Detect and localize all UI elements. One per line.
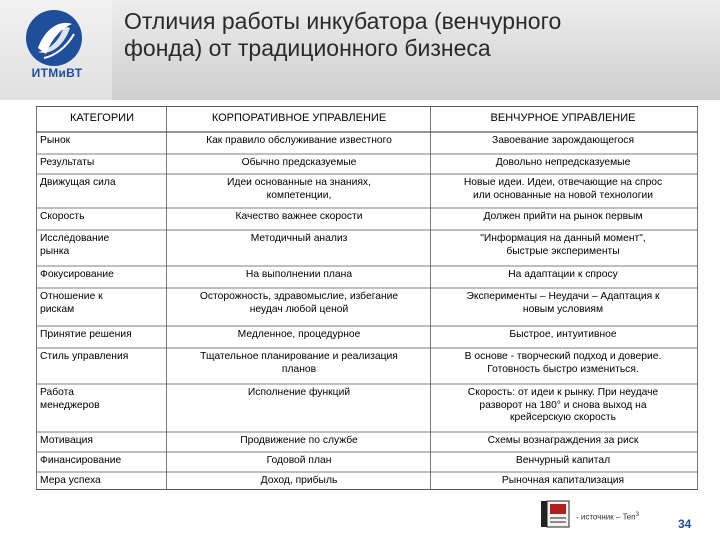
cell-line: Исполнение функций (247, 387, 351, 398)
cell-line: Работа (40, 387, 74, 398)
cell-line: Быстрое, интуитивное (509, 329, 617, 340)
table-cell-category (40, 455, 164, 468)
cell-line: быстрые эксперименты (506, 245, 620, 257)
table-cell-category (40, 387, 164, 412)
cell-line: Принятие решения (40, 329, 132, 340)
table-cell-corporate (168, 177, 430, 202)
cell-line: Мотивация (40, 435, 93, 446)
source-note (576, 512, 639, 522)
table-cell-venture (432, 351, 694, 376)
table-cell-venture (432, 329, 694, 342)
cell-line: На выполнении плана (245, 269, 353, 280)
source-text: - источник – Ten (576, 512, 636, 522)
source-superscript: 3 (635, 512, 639, 518)
table-cell-venture (432, 435, 694, 448)
cell-line: рискам (40, 303, 75, 315)
table-cell-category (40, 211, 164, 224)
table-cell-venture (432, 157, 694, 170)
cell-line: Фокусирование (40, 269, 114, 280)
cell-line: В основе - творческий подход и доверие. (464, 351, 662, 362)
table-cell-category (40, 329, 164, 342)
header-corporate: КОРПОРАТИВНОЕ УПРАВЛЕНИЕ (211, 112, 387, 124)
cell-line: Медленное, процедурное (237, 329, 361, 340)
cell-line: разворот на 180° и снова выход на (479, 399, 647, 411)
table-cell-category (40, 291, 164, 316)
cell-line: крейсерскую скорость (510, 412, 616, 423)
comparison-table (36, 106, 698, 490)
table-cell-category (40, 177, 164, 190)
table-cell-category (40, 475, 164, 488)
cell-line: Завоевание зарождающегося (491, 135, 635, 146)
table-cell-corporate (168, 329, 430, 342)
cell-line: Тщательное планирование и реализация (200, 351, 398, 362)
title-line-2: фонда) от традиционного бизнеса (124, 35, 491, 61)
table-cell-category (40, 269, 164, 282)
table-cell-venture (432, 177, 694, 202)
header-categories: КАТЕГОРИИ (70, 112, 134, 124)
table-cell-corporate (168, 291, 430, 316)
cell-line: Готовность быстро измениться. (487, 363, 639, 375)
table-cell-corporate (168, 135, 430, 148)
table-cell-venture (432, 475, 694, 488)
cell-line: или основанные на новой технологии (472, 189, 654, 201)
table-cell-category (40, 351, 164, 364)
logo-text: ИТМиВТ (31, 66, 83, 80)
table-cell-category (40, 435, 164, 448)
itmivt-logo-icon (24, 8, 84, 68)
table-cell-venture (432, 291, 694, 316)
table-cell-category (40, 157, 164, 170)
table-cell-category (40, 233, 164, 258)
cell-line: Движущая сила (40, 177, 116, 188)
table-cell-corporate (168, 157, 430, 170)
cell-line: неудач любой ценой (249, 303, 349, 315)
cell-line: Стиль управления (40, 351, 129, 362)
cell-line: новым условиям (522, 303, 604, 315)
table-cell-venture (432, 135, 694, 148)
cell-line: Продвижение по службе (240, 435, 358, 446)
cell-line: Как правило обслуживание известного (206, 135, 392, 146)
cell-line: Результаты (40, 157, 95, 168)
table-cell-venture (432, 269, 694, 282)
cell-line: Новые идеи. Идеи, отвечающие на спрос (463, 177, 663, 188)
header-venture: ВЕНЧУРНОЕ УПРАВЛЕНИЕ (490, 112, 636, 124)
table-cell-corporate (168, 211, 430, 224)
cell-line: Рынок (40, 135, 71, 146)
table-cell-venture (432, 455, 694, 468)
cell-line: "Информация на данный момент", (480, 233, 646, 244)
cell-line: Идеи основанные на знаниях, (227, 177, 371, 188)
table-cell-category (40, 135, 164, 148)
cell-line: Качество важнее скорости (235, 211, 363, 222)
cell-line: Обычно предсказуемые (241, 157, 357, 168)
cell-line: компетенции, (266, 189, 332, 201)
cell-line: Отношение к (40, 291, 103, 302)
cell-line: Исследование (40, 233, 110, 244)
cell-line: менеджеров (40, 399, 100, 411)
cell-line: Методичный анализ (250, 233, 348, 244)
table-cell-corporate (168, 269, 430, 282)
cell-line: Должен прийти на рынок первым (483, 211, 643, 222)
table-cell-corporate (168, 233, 430, 246)
cell-line: Венчурный капитал (515, 455, 611, 466)
book-icon (540, 500, 570, 528)
cell-line: Схемы вознаграждения за риск (487, 435, 639, 446)
cell-line: Осторожность, здравомыслие, избегание (199, 291, 399, 302)
cell-line: Довольно непредсказуемые (495, 157, 631, 168)
cell-line: Мера успеха (40, 475, 101, 486)
table-cell-venture (432, 387, 694, 425)
cell-line: Скорость: от идеи к рынку. При неудаче (467, 387, 659, 398)
cell-line: рынка (40, 245, 70, 257)
title-line-1: Отличия работы инкубатора (венчурного (124, 8, 562, 34)
cell-line: Эксперименты – Неудачи – Адаптация к (466, 291, 660, 302)
table-cell-venture (432, 233, 694, 258)
cell-line: На адаптации к спросу (508, 269, 618, 280)
table-cell-venture (432, 211, 694, 224)
cell-line: Скорость (40, 211, 85, 222)
cell-line: Годовой план (266, 455, 332, 466)
table-cell-corporate (168, 435, 430, 448)
page-title (124, 8, 704, 62)
table-cell-corporate (168, 387, 430, 400)
cell-line: планов (281, 363, 317, 375)
page-number: 34 (678, 517, 692, 531)
table-cell-corporate (168, 351, 430, 376)
table-cell-corporate (168, 475, 430, 488)
cell-line: Доход, прибыль (260, 475, 338, 486)
table-cell-corporate (168, 455, 430, 468)
cell-line: Рыночная капитализация (501, 475, 625, 486)
cell-line: Финансирование (40, 455, 122, 466)
